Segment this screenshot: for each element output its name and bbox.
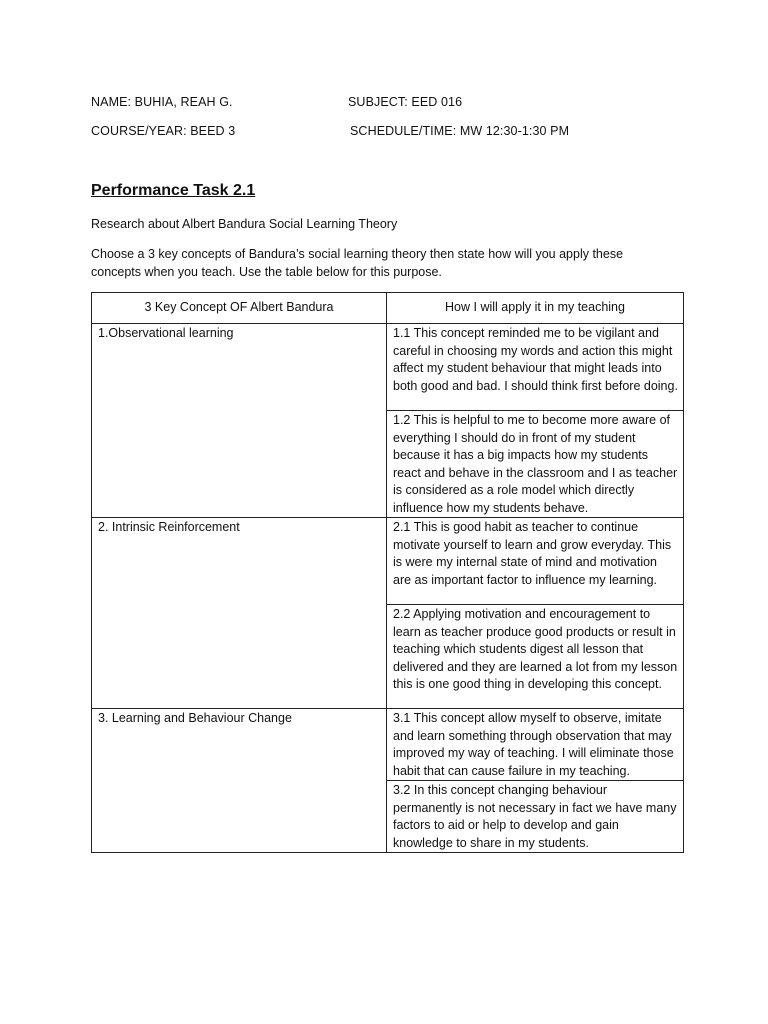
application-cell: 1.1 This concept reminded me to be vigilant and careful in choosing my words and action this might affect my student behaviour that might leads into both good and bad. I should think first before doing. [387,324,684,411]
subtitle: Research about Albert Bandura Social Learning Theory [91,217,398,231]
application-cell: 3.2 In this concept changing behaviour permanently is not necessary in fact we have many factors to aid or help to develop and gain knowledge to share in my students. [387,781,684,853]
course-year: COURSE/YEAR: BEED 3 [91,124,236,138]
concept-cell: 1.Observational learning [92,324,387,518]
table-header-row [92,293,684,324]
subject: SUBJECT: EED 016 [348,95,463,109]
application-cell: 2.1 This is good habit as teacher to continue motivate yourself to learn and grow everyday. This is were my internal state of mind and motivation are as important factor to influence my learning. [387,518,684,605]
student-name: NAME: BUHIA, REAH G. [91,95,233,109]
concept-cell: 2. Intrinsic Reinforcement [92,518,387,709]
table-row [92,324,684,411]
concept-cell: 3. Learning and Behaviour Change [92,709,387,853]
table-row [92,518,684,605]
concepts-table [91,292,684,853]
application-cell: 1.2 This is helpful to me to become more aware of everything I should do in front of my student because it has a big impacts how my students react and behave in the classroom and I as teacher is considered as a role model which directly influence how my students behave. [387,411,684,518]
application-cell: 2.2 Applying motivation and encouragement to learn as teacher produce good products or result in teaching which students digest all lesson that delivered and they are learned a lot from my lesson this is one good thing in developing this concept. [387,605,684,709]
schedule-time: SCHEDULE/TIME: MW 12:30-1:30 PM [350,124,570,138]
column-header-application: How I will apply it in my teaching [387,293,684,324]
table-row [92,709,684,781]
instructions: Choose a 3 key concepts of Bandura’s social learning theory then state how will you apply these concepts when you teach. Use the table below for this purpose. [91,247,624,279]
page-title: Performance Task 2.1 [91,182,256,199]
column-header-concept: 3 Key Concept OF Albert Bandura [92,293,387,324]
application-cell: 3.1 This concept allow myself to observe, imitate and learn something through observation that may improved my way of teaching. I will eliminate those habit that can cause failure in my teaching. [387,709,684,781]
